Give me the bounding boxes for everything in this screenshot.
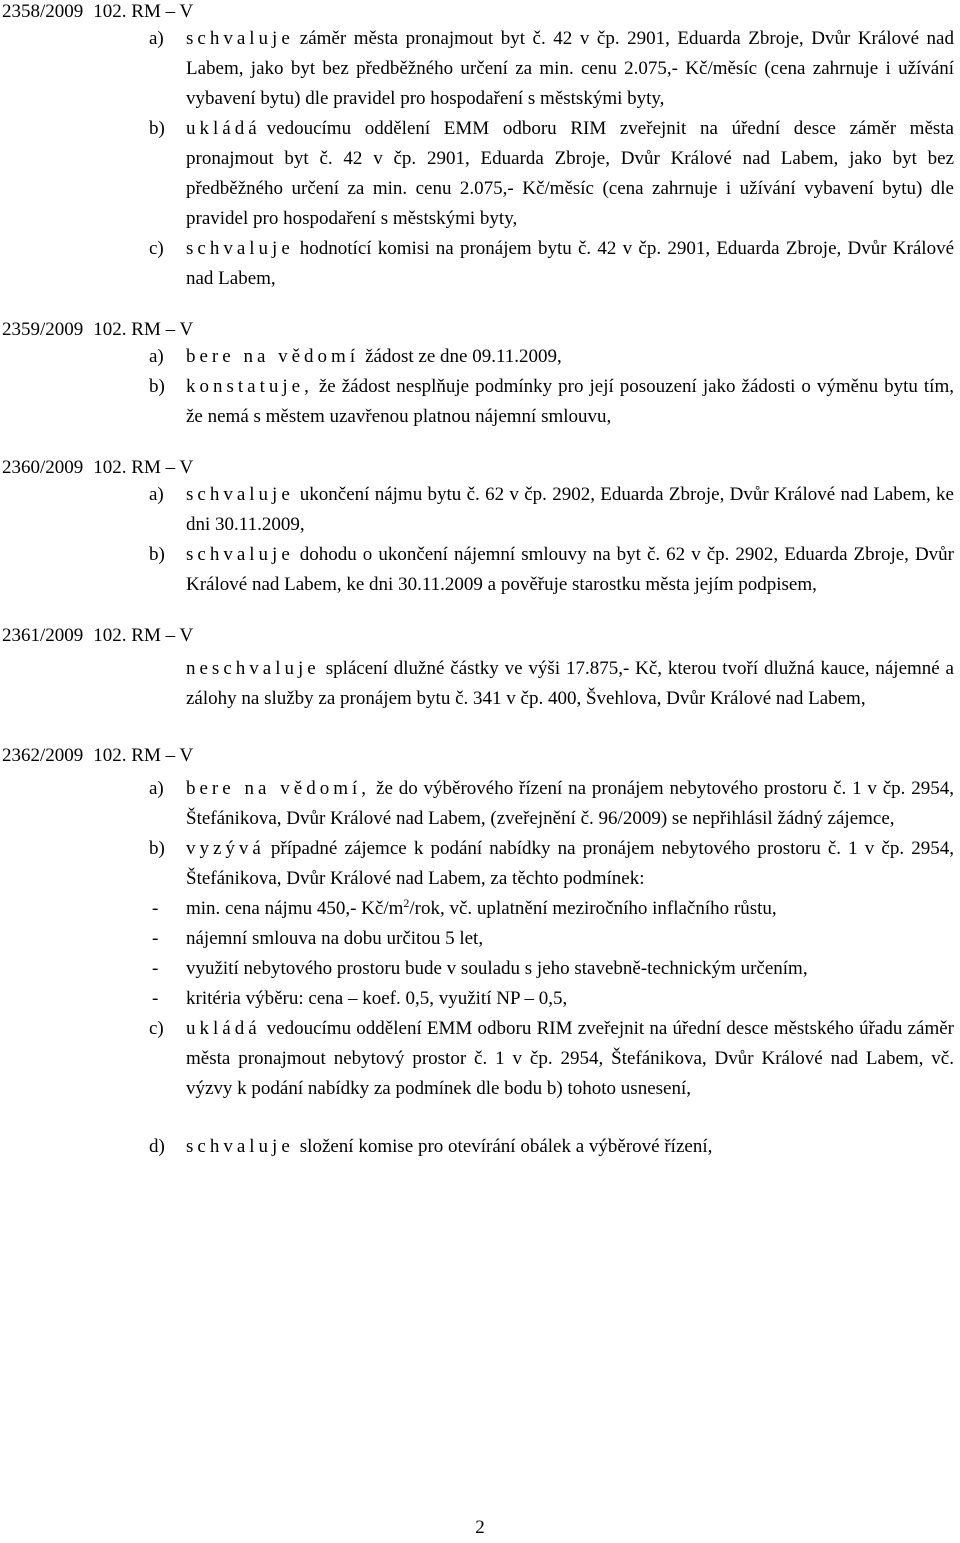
clause-c bbox=[2, 1014, 954, 1104]
clause-b bbox=[2, 834, 954, 894]
clause-label: d) bbox=[149, 1136, 165, 1157]
meeting-label: 102. RM – V bbox=[93, 319, 194, 340]
clause-verb: ukládá bbox=[186, 1018, 261, 1039]
clause-text: že žádost nesplňuje podmínky pro její posouzení jako žádosti o výměnu bytu tím, že nemá s městem uzavřenou platnou nájemní smlouvu, bbox=[186, 376, 954, 427]
condition-item-usage bbox=[2, 954, 954, 984]
condition-item-term bbox=[2, 924, 954, 954]
resolution-number: 2358/2009 bbox=[2, 1, 84, 22]
clause-text: žádost ze dne 09.11.2009, bbox=[365, 346, 562, 367]
clause-text: vedoucímu oddělení EMM odboru RIM zveřejnit na úřední desce záměr města pronajmout byt č. 42 v čp. 2901, Eduarda Zbroje, Dvůr Králové nad Labem, jako byt bez předběžného určení za min. cenu 2.075,- Kč/měsíc (cena zahrnuje i užívání vybavení bytu) dle pravidel pro hospodaření s městskými byty, bbox=[186, 118, 954, 229]
bullet-text: nájemní smlouva na dobu určitou 5 let, bbox=[186, 928, 484, 949]
bullet-text: využití nebytového prostoru bude v souladu s jeho stavebně-technickým určením, bbox=[186, 958, 808, 979]
clause-text: vedoucímu oddělení EMM odboru RIM zveřejnit na úřední desce městského úřadu záměr města pronajmout nebytový prostor č. 1 v čp. 2954, Štefánikova, Dvůr Králové nad Labem, vč. výzvy k podání nabídky za podmínek dle bodu b) tohoto usnesení, bbox=[186, 1018, 954, 1099]
clause-verb: bere na vědomí, bbox=[186, 778, 371, 799]
bullet-text: min. cena nájmu 450,- Kč/m bbox=[186, 898, 404, 919]
clause-text: dohodu o ukončení nájemní smlouvy na byt č. 62 v čp. 2902, Eduarda Zbroje, Dvůr Králové nad Labem, ke dni 30.11.2009 a pověřuje starostku města jejím podpisem, bbox=[186, 544, 954, 595]
clause-c bbox=[2, 234, 954, 294]
resolution-header bbox=[2, 624, 954, 648]
clause-label: a) bbox=[149, 778, 164, 799]
clause-verb: schvaluje bbox=[186, 1136, 294, 1157]
clause-verb: schvaluje bbox=[186, 484, 294, 505]
bullet-marker: - bbox=[152, 898, 159, 919]
clause-verb: ukládá bbox=[186, 118, 261, 139]
resolution-number: 2360/2009 bbox=[2, 457, 84, 478]
resolution-header bbox=[2, 744, 954, 768]
resolution-header bbox=[2, 456, 954, 480]
bullet-text: kritéria výběru: cena – koef. 0,5, využití NP – 0,5, bbox=[186, 988, 568, 1009]
clause-label: c) bbox=[149, 238, 164, 259]
resolution-number: 2361/2009 bbox=[2, 625, 84, 646]
resolution-2362 bbox=[2, 744, 954, 1162]
clause-verb: neschvaluje bbox=[186, 658, 320, 679]
clause-main bbox=[2, 654, 954, 714]
clause-text: záměr města pronajmout byt č. 42 v čp. 2901, Eduarda Zbroje, Dvůr Králové nad Labem, jako byt bez předběžného určení za min. cenu 2.075,- Kč/měsíc (cena zahrnuje i užívání vybavení bytu) dle pravidel pro hospodaření s městskými byty, bbox=[186, 28, 954, 109]
clause-label: a) bbox=[149, 484, 164, 505]
page-number: 2 bbox=[475, 1517, 485, 1538]
clause-text: ukončení nájmu bytu č. 62 v čp. 2902, Eduarda Zbroje, Dvůr Králové nad Labem, ke dni 30.11.2009, bbox=[186, 484, 954, 535]
clause-a bbox=[2, 774, 954, 834]
clause-label: b) bbox=[149, 118, 165, 139]
resolution-number: 2359/2009 bbox=[2, 319, 84, 340]
bullet-marker: - bbox=[152, 958, 159, 979]
clause-label: b) bbox=[149, 838, 165, 859]
clause-b bbox=[2, 540, 954, 600]
clause-label: c) bbox=[149, 1018, 164, 1039]
clause-verb: vyzývá bbox=[186, 838, 265, 859]
resolution-header bbox=[2, 0, 954, 24]
clause-verb: schvaluje bbox=[186, 544, 294, 565]
bullet-marker: - bbox=[152, 928, 159, 949]
clause-label: b) bbox=[149, 544, 165, 565]
clause-text: že do výběrového řízení na pronájem nebytového prostoru č. 1 v čp. 2954, Štefánikova, Dvůr Králové nad Labem, (zveřejnění č. 96/2009) se nepřihlásil žádný zájemce, bbox=[186, 778, 954, 829]
clause-label: a) bbox=[149, 346, 164, 367]
resolution-number: 2362/2009 bbox=[2, 745, 84, 766]
clause-text: splácení dlužné částky ve výši 17.875,- Kč, kterou tvoří dlužná kauce, nájemné a zálohy na služby za pronájem bytu č. 341 v čp. 400, Švehlova, Dvůr Králové nad Labem, bbox=[186, 658, 954, 709]
meeting-label: 102. RM – V bbox=[93, 625, 194, 646]
clause-verb: schvaluje bbox=[186, 238, 294, 259]
condition-item-price bbox=[2, 894, 954, 924]
meeting-label: 102. RM – V bbox=[93, 745, 194, 766]
clause-verb: konstatuje, bbox=[186, 376, 313, 397]
clause-a bbox=[2, 24, 954, 114]
condition-item-criteria bbox=[2, 984, 954, 1014]
bullet-marker: - bbox=[152, 988, 159, 1009]
resolution-2361 bbox=[2, 624, 954, 714]
resolution-2359 bbox=[2, 318, 954, 432]
clause-d bbox=[2, 1132, 954, 1162]
clause-label: a) bbox=[149, 28, 164, 49]
clause-text: případné zájemce k podání nabídky na pronájem nebytového prostoru č. 1 v čp. 2954, Štefánikova, Dvůr Králové nad Labem, za těchto podmínek: bbox=[186, 838, 954, 889]
clause-label: b) bbox=[149, 376, 165, 397]
meeting-label: 102. RM – V bbox=[93, 457, 194, 478]
resolution-2360 bbox=[2, 456, 954, 600]
clause-verb: schvaluje bbox=[186, 28, 294, 49]
superscript: 2 bbox=[403, 896, 410, 910]
meeting-label: 102. RM – V bbox=[93, 1, 194, 22]
clause-text: hodnotící komisi na pronájem bytu č. 42 v čp. 2901, Eduarda Zbroje, Dvůr Králové nad Labem, bbox=[186, 238, 954, 289]
clause-text: složení komise pro otevírání obálek a výběrové řízení, bbox=[299, 1136, 713, 1157]
resolution-header bbox=[2, 318, 954, 342]
clause-a bbox=[2, 480, 954, 540]
clause-verb: bere na vědomí bbox=[186, 346, 360, 367]
clause-b bbox=[2, 372, 954, 432]
bullet-text-cont: /rok, vč. uplatnění meziročního inflačního růstu, bbox=[409, 898, 777, 919]
clause-b bbox=[2, 114, 954, 234]
clause-a bbox=[2, 342, 954, 372]
resolution-2358 bbox=[2, 0, 954, 294]
